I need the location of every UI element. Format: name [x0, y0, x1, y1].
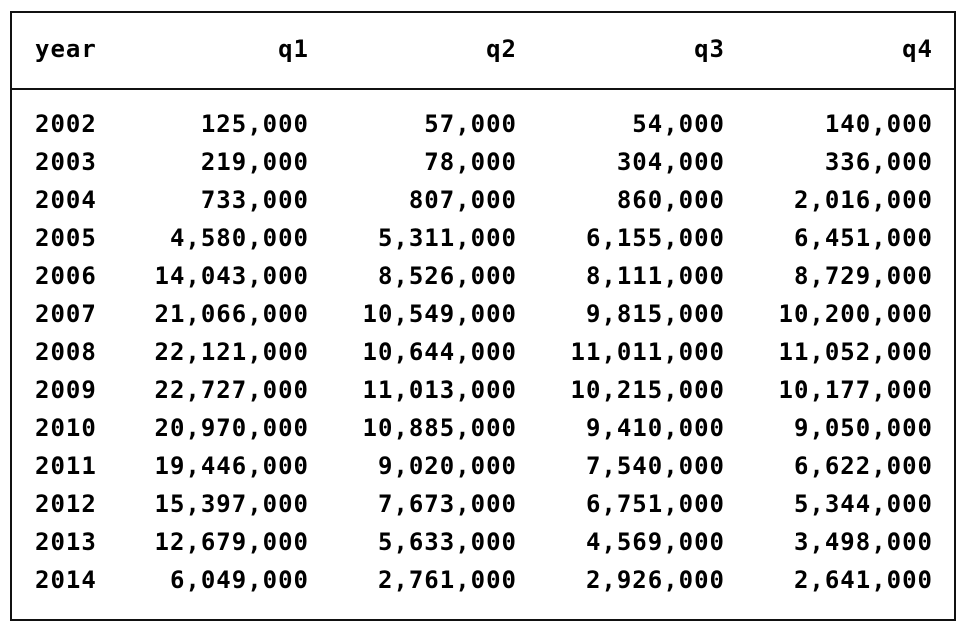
table-row — [12, 447, 954, 485]
table-cell-year: 2011 — [35, 452, 97, 480]
table-row — [12, 333, 954, 371]
table-cell-q4: 6,622,000 — [793, 452, 933, 480]
table-cell-q2: 78,000 — [424, 148, 517, 176]
table-row — [12, 181, 954, 219]
table-cell-year: 2008 — [35, 338, 97, 366]
table-cell-q2: 9,020,000 — [377, 452, 517, 480]
table-cell-q3: 11,011,000 — [570, 338, 725, 366]
table-cell-year: 2005 — [35, 224, 97, 252]
table-cell-q4: 140,000 — [824, 110, 933, 138]
table-cell-q3: 9,410,000 — [585, 414, 725, 442]
table-cell-q2: 11,013,000 — [362, 376, 517, 404]
table-cell-q4: 10,200,000 — [778, 300, 933, 328]
table-cell-q4: 3,498,000 — [793, 528, 933, 556]
table-cell-q4: 2,016,000 — [793, 186, 933, 214]
column-header-q2: q2 — [486, 35, 517, 63]
table-cell-q3: 8,111,000 — [585, 262, 725, 290]
table-cell-year: 2003 — [35, 148, 97, 176]
table-cell-q3: 4,569,000 — [585, 528, 725, 556]
table-row — [12, 257, 954, 295]
table-cell-q2: 10,549,000 — [362, 300, 517, 328]
table-cell-q1: 14,043,000 — [154, 262, 309, 290]
table-cell-q4: 9,050,000 — [793, 414, 933, 442]
table-header-row — [12, 13, 954, 90]
table-cell-q3: 54,000 — [632, 110, 725, 138]
table-row — [12, 105, 954, 143]
table-cell-year: 2006 — [35, 262, 97, 290]
table-cell-q2: 10,885,000 — [362, 414, 517, 442]
table-cell-year: 2002 — [35, 110, 97, 138]
table-cell-year: 2007 — [35, 300, 97, 328]
table-cell-q1: 22,727,000 — [154, 376, 309, 404]
table-cell-q3: 2,926,000 — [585, 566, 725, 594]
table-cell-q4: 11,052,000 — [778, 338, 933, 366]
table-cell-year: 2010 — [35, 414, 97, 442]
table-cell-q1: 22,121,000 — [154, 338, 309, 366]
table-cell-q4: 8,729,000 — [793, 262, 933, 290]
table-cell-q4: 336,000 — [824, 148, 933, 176]
table-cell-q3: 9,815,000 — [585, 300, 725, 328]
table-cell-q1: 12,679,000 — [154, 528, 309, 556]
table-cell-q1: 21,066,000 — [154, 300, 309, 328]
table-cell-q1: 15,397,000 — [154, 490, 309, 518]
table-cell-q1: 20,970,000 — [154, 414, 309, 442]
table-row — [12, 295, 954, 333]
table-cell-q1: 6,049,000 — [169, 566, 309, 594]
table-cell-q2: 8,526,000 — [377, 262, 517, 290]
table-row — [12, 143, 954, 181]
table-cell-year: 2014 — [35, 566, 97, 594]
data-table — [10, 11, 956, 621]
table-cell-q1: 4,580,000 — [169, 224, 309, 252]
table-cell-q2: 2,761,000 — [377, 566, 517, 594]
table-cell-q3: 6,155,000 — [585, 224, 725, 252]
table-cell-year: 2013 — [35, 528, 97, 556]
table-cell-q4: 2,641,000 — [793, 566, 933, 594]
table-cell-q1: 219,000 — [200, 148, 309, 176]
table-cell-q3: 7,540,000 — [585, 452, 725, 480]
table-body — [12, 105, 954, 599]
table-row — [12, 485, 954, 523]
table-cell-q4: 6,451,000 — [793, 224, 933, 252]
column-header-q4: q4 — [902, 35, 933, 63]
table-cell-q2: 10,644,000 — [362, 338, 517, 366]
table-row — [12, 371, 954, 409]
table-cell-q4: 10,177,000 — [778, 376, 933, 404]
table-cell-q2: 5,633,000 — [377, 528, 517, 556]
table-cell-year: 2012 — [35, 490, 97, 518]
table-row — [12, 219, 954, 257]
table-cell-q1: 125,000 — [200, 110, 309, 138]
table-cell-q1: 19,446,000 — [154, 452, 309, 480]
table-cell-q2: 7,673,000 — [377, 490, 517, 518]
table-cell-q2: 5,311,000 — [377, 224, 517, 252]
table-cell-q2: 57,000 — [424, 110, 517, 138]
table-cell-q3: 304,000 — [616, 148, 725, 176]
table-cell-year: 2009 — [35, 376, 97, 404]
table-row — [12, 523, 954, 561]
column-header-q3: q3 — [694, 35, 725, 63]
column-header-q1: q1 — [278, 35, 309, 63]
table-cell-q4: 5,344,000 — [793, 490, 933, 518]
table-cell-q2: 807,000 — [408, 186, 517, 214]
table-cell-q3: 860,000 — [616, 186, 725, 214]
table-cell-q3: 10,215,000 — [570, 376, 725, 404]
column-header-year: year — [35, 35, 97, 63]
table-row — [12, 561, 954, 599]
table-row — [12, 409, 954, 447]
table-cell-q1: 733,000 — [200, 186, 309, 214]
table-cell-year: 2004 — [35, 186, 97, 214]
table-cell-q3: 6,751,000 — [585, 490, 725, 518]
